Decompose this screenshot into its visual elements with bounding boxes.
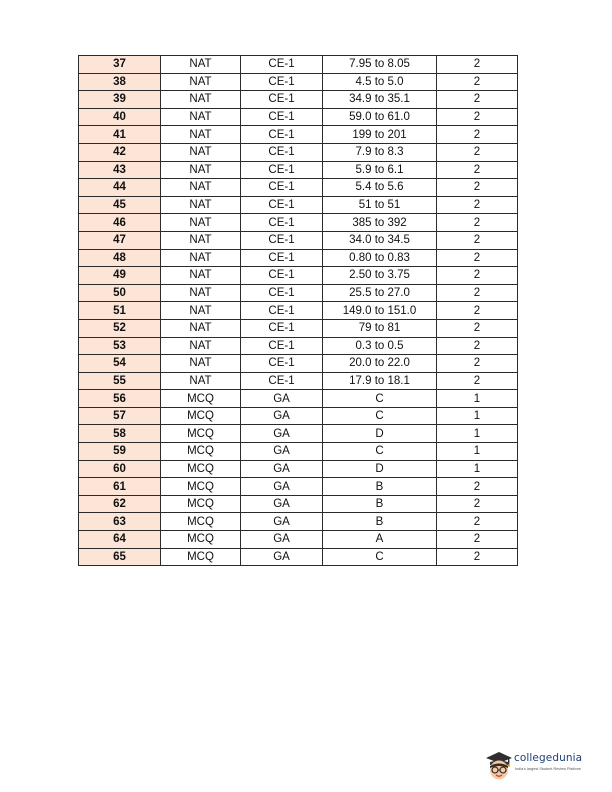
section: CE-1 [241,179,323,197]
question-type: MCQ [161,513,241,531]
question-number: 62 [79,495,161,513]
question-type: NAT [161,267,241,285]
question-type: NAT [161,108,241,126]
question-type: NAT [161,73,241,91]
table-row [79,495,518,513]
question-type: MCQ [161,407,241,425]
question-type: NAT [161,179,241,197]
question-number: 44 [79,179,161,197]
answer-key: C [323,443,437,461]
table-row [79,390,518,408]
question-type: MCQ [161,495,241,513]
section: CE-1 [241,372,323,390]
table-row [79,267,518,285]
answer-key: 149.0 to 151.0 [323,302,437,320]
marks: 2 [437,73,518,91]
answer-key: 2.50 to 3.75 [323,267,437,285]
table-row [79,143,518,161]
question-type: NAT [161,231,241,249]
section: CE-1 [241,143,323,161]
section: CE-1 [241,56,323,74]
marks: 2 [437,531,518,549]
answer-key: 0.80 to 0.83 [323,249,437,267]
section: CE-1 [241,91,323,109]
table-row [79,407,518,425]
marks: 2 [437,478,518,496]
question-number: 42 [79,143,161,161]
answer-key: C [323,407,437,425]
section: GA [241,390,323,408]
question-type: MCQ [161,460,241,478]
question-type: MCQ [161,390,241,408]
table-row [79,73,518,91]
table-row [79,284,518,302]
marks: 2 [437,372,518,390]
answer-key: 199 to 201 [323,126,437,144]
marks: 1 [437,407,518,425]
question-type: NAT [161,126,241,144]
question-number: 53 [79,337,161,355]
section: CE-1 [241,319,323,337]
brand-name: collegedunia [514,752,583,764]
question-type: NAT [161,161,241,179]
answer-key: 34.9 to 35.1 [323,91,437,109]
marks: 2 [437,179,518,197]
marks: 2 [437,249,518,267]
section: GA [241,407,323,425]
marks: 2 [437,302,518,320]
answer-key: 51 to 51 [323,196,437,214]
answer-key-body [79,56,518,566]
section: GA [241,425,323,443]
section: CE-1 [241,108,323,126]
table-row [79,319,518,337]
question-type: MCQ [161,478,241,496]
table-row [79,231,518,249]
section: CE-1 [241,161,323,179]
question-number: 56 [79,390,161,408]
table-row [79,478,518,496]
answer-key: 0.3 to 0.5 [323,337,437,355]
question-number: 48 [79,249,161,267]
table-row [79,56,518,74]
marks: 2 [437,319,518,337]
question-number: 38 [79,73,161,91]
section: CE-1 [241,284,323,302]
section: CE-1 [241,337,323,355]
section: GA [241,513,323,531]
section: CE-1 [241,302,323,320]
answer-key: B [323,513,437,531]
question-number: 57 [79,407,161,425]
question-type: NAT [161,214,241,232]
table-row [79,179,518,197]
section: GA [241,495,323,513]
question-type: NAT [161,337,241,355]
question-number: 54 [79,355,161,373]
question-number: 61 [79,478,161,496]
question-number: 45 [79,196,161,214]
marks: 2 [437,214,518,232]
table-row [79,126,518,144]
section: CE-1 [241,73,323,91]
answer-key: B [323,478,437,496]
marks: 2 [437,196,518,214]
answer-key: 385 to 392 [323,214,437,232]
section: CE-1 [241,355,323,373]
table-row [79,249,518,267]
table-row [79,108,518,126]
answer-key: D [323,460,437,478]
question-number: 37 [79,56,161,74]
section: GA [241,548,323,566]
answer-key: 5.9 to 6.1 [323,161,437,179]
marks: 2 [437,231,518,249]
question-type: MCQ [161,425,241,443]
question-number: 63 [79,513,161,531]
answer-key: C [323,548,437,566]
section: GA [241,443,323,461]
marks: 1 [437,425,518,443]
table-row [79,548,518,566]
answer-key: 7.9 to 8.3 [323,143,437,161]
answer-key: C [323,390,437,408]
question-number: 50 [79,284,161,302]
marks: 2 [437,143,518,161]
answer-key: 25.5 to 27.0 [323,284,437,302]
table-row [79,531,518,549]
table-row [79,513,518,531]
section: GA [241,478,323,496]
table-row [79,372,518,390]
marks: 1 [437,443,518,461]
question-number: 46 [79,214,161,232]
marks: 1 [437,460,518,478]
question-type: NAT [161,284,241,302]
question-number: 59 [79,443,161,461]
table-row [79,196,518,214]
marks: 2 [437,267,518,285]
marks: 2 [437,91,518,109]
marks: 2 [437,108,518,126]
marks: 2 [437,548,518,566]
table-row [79,161,518,179]
table-row [79,302,518,320]
answer-key: D [323,425,437,443]
graduate-mascot-icon [484,750,514,782]
question-number: 58 [79,425,161,443]
answer-key: 59.0 to 61.0 [323,108,437,126]
marks: 2 [437,495,518,513]
question-type: NAT [161,302,241,320]
answer-key: A [323,531,437,549]
question-number: 65 [79,548,161,566]
answer-key: 5.4 to 5.6 [323,179,437,197]
question-number: 55 [79,372,161,390]
question-number: 40 [79,108,161,126]
question-number: 49 [79,267,161,285]
marks: 2 [437,337,518,355]
section: CE-1 [241,126,323,144]
question-type: NAT [161,372,241,390]
marks: 2 [437,161,518,179]
marks: 2 [437,355,518,373]
section: CE-1 [241,214,323,232]
question-number: 60 [79,460,161,478]
question-number: 43 [79,161,161,179]
section: CE-1 [241,231,323,249]
question-type: NAT [161,56,241,74]
marks: 2 [437,56,518,74]
question-number: 41 [79,126,161,144]
table-row [79,214,518,232]
question-number: 47 [79,231,161,249]
question-type: NAT [161,91,241,109]
answer-key: 79 to 81 [323,319,437,337]
question-type: MCQ [161,443,241,461]
answer-key: 20.0 to 22.0 [323,355,437,373]
table-row [79,91,518,109]
table-row [79,460,518,478]
question-type: NAT [161,196,241,214]
question-type: NAT [161,143,241,161]
question-type: NAT [161,355,241,373]
question-number: 51 [79,302,161,320]
marks: 2 [437,284,518,302]
table-row [79,337,518,355]
section: GA [241,531,323,549]
table-row [79,425,518,443]
answer-key: 7.95 to 8.05 [323,56,437,74]
question-type: MCQ [161,531,241,549]
marks: 1 [437,390,518,408]
marks: 2 [437,126,518,144]
section: CE-1 [241,267,323,285]
question-type: MCQ [161,548,241,566]
marks: 2 [437,513,518,531]
question-number: 64 [79,531,161,549]
table-row [79,355,518,373]
brand-tagline: India's largest Student Review Platform [515,767,582,771]
answer-key-table [78,55,518,566]
table-row [79,443,518,461]
question-type: NAT [161,319,241,337]
section: CE-1 [241,196,323,214]
question-number: 52 [79,319,161,337]
answer-key: 4.5 to 5.0 [323,73,437,91]
answer-key: 17.9 to 18.1 [323,372,437,390]
answer-key: 34.0 to 34.5 [323,231,437,249]
collegedunia-logo[interactable] [484,748,596,784]
question-type: NAT [161,249,241,267]
section: CE-1 [241,249,323,267]
section: GA [241,460,323,478]
answer-key: B [323,495,437,513]
question-number: 39 [79,91,161,109]
